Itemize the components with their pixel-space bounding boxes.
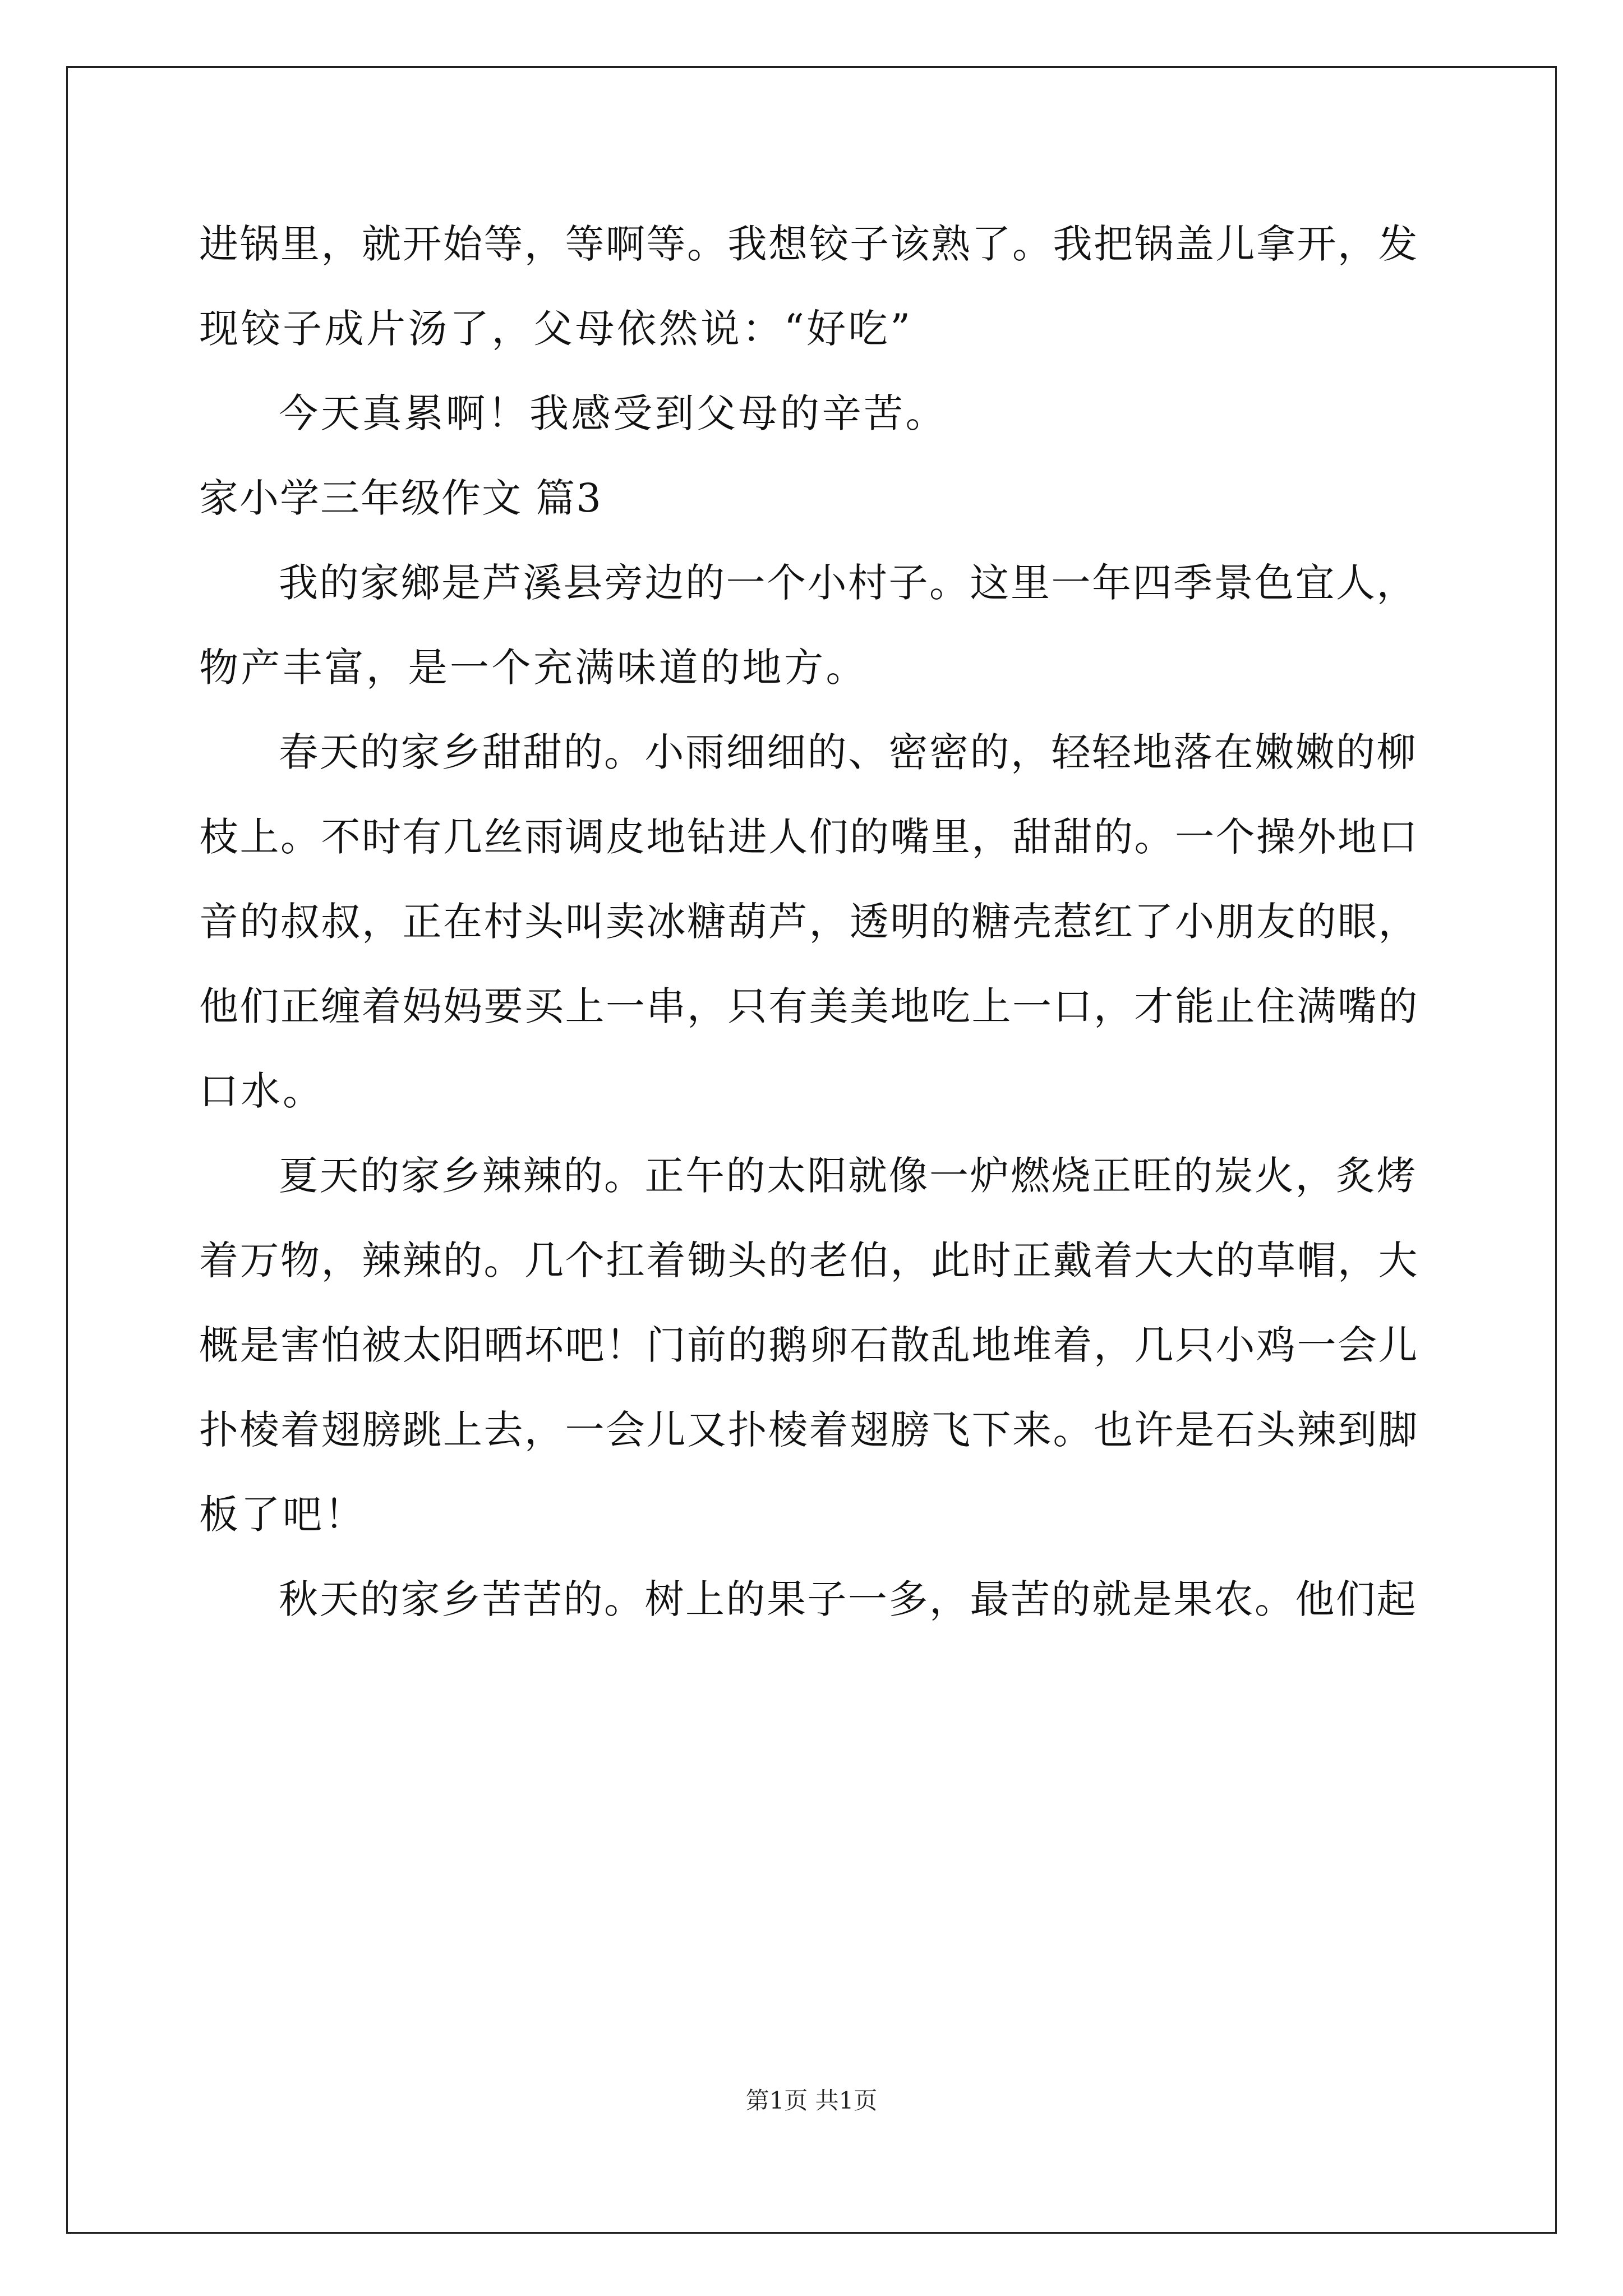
text-line: 口水。 <box>199 1068 325 1114</box>
document-body <box>199 202 1422 1642</box>
text-line: 枝上。不时有几丝雨调皮地钻进人们的嘴里，甜甜的。一个操外地口 <box>199 814 1419 860</box>
paragraph <box>199 202 1422 371</box>
text-line: 音的叔叔，正在村头叫卖冰糖葫芦，透明的糖壳惹红了小朋友的眼， <box>199 899 1419 945</box>
paragraph <box>199 371 1422 456</box>
text-line: 进锅里，就开始等，等啊等。我想铰子该熟了。我把锅盖儿拿开，发 <box>199 221 1419 267</box>
text-line: 今天真累啊！我感受到父母的辛苦。 <box>279 390 947 436</box>
paragraph <box>199 710 1422 1134</box>
paragraph <box>199 541 1422 710</box>
section-heading <box>199 456 1422 541</box>
heading-line: 家小学三年级作文 篇3 <box>199 475 602 521</box>
text-line: 着万物，辣辣的。几个扛着锄头的老伯，此时正戴着大大的草帽，大 <box>199 1237 1419 1283</box>
text-line: 我的家鄉是芦溪县旁边的一个小村子。这里一年四季景色宜人， <box>279 560 1417 606</box>
text-line: 板了吧！ <box>199 1492 366 1538</box>
text-line: 物产丰富，是一个充满味道的地方。 <box>199 645 868 691</box>
text-line: 他们正缠着妈妈要买上一串，只有美美地吃上一口，才能止住满嘴的 <box>199 983 1419 1029</box>
text-line: 概是害怕被太阳晒坏吧！门前的鹅卵石散乱地堆着，几只小鸡一会儿 <box>199 1322 1419 1368</box>
page-footer: 第1页 共1页 <box>745 2087 878 2114</box>
paragraph <box>199 1134 1422 1557</box>
text-line: 春天的家乡甜甜的。小雨细细的、密密的，轻轻地落在嫩嫩的柳 <box>279 729 1417 775</box>
text-line: 秋天的家乡苦苦的。树上的果子一多，最苦的就是果农。他们起 <box>279 1576 1417 1622</box>
paragraph <box>199 1557 1422 1642</box>
text-line: 夏天的家乡辣辣的。正午的太阳就像一炉燃烧正旺的炭火，炙烤 <box>279 1153 1417 1199</box>
text-line: 现铰子成片汤了，父母依然说：“好吃” <box>199 306 913 352</box>
text-line: 扑棱着翅膀跳上去，一会儿又扑棱着翅膀飞下来。也许是石头辣到脚 <box>199 1407 1419 1453</box>
